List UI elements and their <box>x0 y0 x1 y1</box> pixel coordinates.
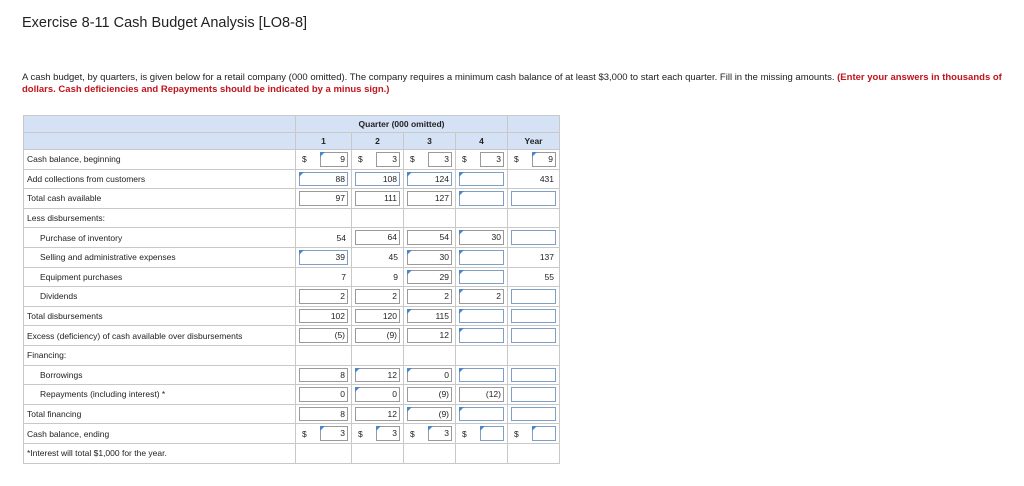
answer-input[interactable] <box>511 407 556 422</box>
cell-marker-icon <box>459 250 464 255</box>
cell-year <box>508 365 560 385</box>
row-label: Equipment purchases <box>24 267 296 287</box>
cell-q4 <box>456 326 508 346</box>
cell-marker-icon <box>459 172 464 177</box>
cell-year <box>508 385 560 405</box>
answer-input[interactable]: 0 <box>407 368 452 383</box>
cell-q1 <box>296 404 352 424</box>
answer-input[interactable] <box>511 309 556 324</box>
cell-year <box>508 443 560 463</box>
header-blank-year <box>508 116 560 133</box>
answer-input[interactable]: 9 <box>320 152 348 167</box>
cell-marker-icon <box>407 368 412 373</box>
answer-input[interactable]: 111 <box>355 191 400 206</box>
col-header-q4: 4 <box>456 133 508 150</box>
answer-input[interactable] <box>459 172 504 187</box>
answer-input[interactable] <box>459 250 504 265</box>
answer-input[interactable]: 12 <box>355 368 400 383</box>
answer-input[interactable] <box>511 387 556 402</box>
cell-year <box>508 189 560 209</box>
cell-q1 <box>296 189 352 209</box>
row-label: Borrowings <box>24 365 296 385</box>
value-text: 55 <box>544 271 554 282</box>
table-row <box>24 169 560 189</box>
cell-marker-icon <box>459 289 464 294</box>
answer-input[interactable]: 88 <box>299 172 348 187</box>
cell-year <box>508 208 560 228</box>
cell-year <box>508 150 560 170</box>
answer-input[interactable]: 3 <box>480 152 504 167</box>
answer-input[interactable]: 3 <box>320 426 348 441</box>
cell-q4 <box>456 443 508 463</box>
cell-q2 <box>352 150 404 170</box>
answer-input[interactable]: 29 <box>407 270 452 285</box>
answer-input[interactable]: 2 <box>459 289 504 304</box>
answer-input[interactable] <box>511 191 556 206</box>
cell-q2 <box>352 326 404 346</box>
cell-q3 <box>404 306 456 326</box>
value-text: 45 <box>388 252 398 263</box>
answer-input[interactable] <box>459 368 504 383</box>
cell-year <box>508 326 560 346</box>
page-title: Exercise 8-11 Cash Budget Analysis [LO8-8] <box>22 15 308 31</box>
cell-q1 <box>296 365 352 385</box>
answer-input[interactable]: 12 <box>355 407 400 422</box>
answer-input[interactable]: 124 <box>407 172 452 187</box>
cell-marker-icon <box>299 250 304 255</box>
answer-input[interactable]: (9) <box>355 328 400 343</box>
table-row <box>24 443 560 463</box>
cell-year <box>508 228 560 248</box>
answer-input[interactable]: 102 <box>299 309 348 324</box>
table-row <box>24 365 560 385</box>
cell-q4 <box>456 404 508 424</box>
cell-q3 <box>404 228 456 248</box>
cell-marker-icon <box>407 270 412 275</box>
cell-q4 <box>456 208 508 228</box>
cell-q2 <box>352 169 404 189</box>
answer-input[interactable]: (5) <box>299 328 348 343</box>
cell-marker-icon <box>376 426 381 431</box>
row-label: Repayments (including interest) * <box>24 385 296 405</box>
answer-input[interactable]: 127 <box>407 191 452 206</box>
table-row <box>24 287 560 307</box>
cell-q2 <box>352 345 404 365</box>
answer-input[interactable]: (12) <box>459 387 504 402</box>
answer-input[interactable]: 120 <box>355 309 400 324</box>
cell-year <box>508 247 560 267</box>
row-label: *Interest will total $1,000 for the year. <box>24 443 296 463</box>
cell-marker-icon <box>459 309 464 314</box>
answer-input[interactable]: 8 <box>299 368 348 383</box>
cell-marker-icon <box>355 368 360 373</box>
cell-q4 <box>456 150 508 170</box>
cell-q2 <box>352 404 404 424</box>
cell-q3 <box>404 169 456 189</box>
quarter-header: Quarter (000 omitted) <box>296 116 508 133</box>
cell-q1 <box>296 385 352 405</box>
cell-year <box>508 287 560 307</box>
cell-q2 <box>352 267 404 287</box>
cell-q4 <box>456 247 508 267</box>
cell-q2 <box>352 424 404 444</box>
cell-q3 <box>404 345 456 365</box>
col-header-q1: 1 <box>296 133 352 150</box>
cell-q1 <box>296 208 352 228</box>
cell-q2 <box>352 247 404 267</box>
cell-marker-icon <box>320 152 325 157</box>
answer-input[interactable]: 115 <box>407 309 452 324</box>
table-row <box>24 150 560 170</box>
answer-input[interactable] <box>459 407 504 422</box>
answer-input[interactable]: 54 <box>407 230 452 245</box>
answer-input[interactable]: 8 <box>299 407 348 422</box>
cell-marker-icon <box>459 270 464 275</box>
answer-input[interactable]: 108 <box>355 172 400 187</box>
cell-year <box>508 404 560 424</box>
cell-q4 <box>456 287 508 307</box>
cell-q2 <box>352 443 404 463</box>
answer-input[interactable]: (9) <box>407 387 452 402</box>
cell-q2 <box>352 287 404 307</box>
table-row <box>24 424 560 444</box>
cell-marker-icon <box>459 368 464 373</box>
cell-q4 <box>456 267 508 287</box>
answer-input[interactable]: 2 <box>407 289 452 304</box>
cell-q4 <box>456 385 508 405</box>
answer-input[interactable] <box>511 328 556 343</box>
value-text: 9 <box>393 271 398 282</box>
cell-q3 <box>404 404 456 424</box>
table-row <box>24 306 560 326</box>
cell-year <box>508 169 560 189</box>
cell-marker-icon <box>459 407 464 412</box>
table-row <box>24 345 560 365</box>
table-row <box>24 228 560 248</box>
answer-input[interactable]: 97 <box>299 191 348 206</box>
answer-input[interactable]: 9 <box>532 152 556 167</box>
cell-q1 <box>296 267 352 287</box>
cell-marker-icon <box>428 426 433 431</box>
cell-marker-icon <box>407 309 412 314</box>
cell-q1 <box>296 228 352 248</box>
answer-input[interactable]: 3 <box>428 426 452 441</box>
cell-q3 <box>404 247 456 267</box>
answer-input[interactable]: 2 <box>355 289 400 304</box>
cell-marker-icon <box>480 426 485 431</box>
col-header-q3: 3 <box>404 133 456 150</box>
cell-marker-icon <box>459 191 464 196</box>
dollar-sign: $ <box>514 154 519 165</box>
cell-marker-icon <box>407 250 412 255</box>
cell-q2 <box>352 306 404 326</box>
col-header-q2: 2 <box>352 133 404 150</box>
cell-q2 <box>352 365 404 385</box>
dollar-sign: $ <box>358 154 363 165</box>
answer-input[interactable]: 30 <box>459 230 504 245</box>
row-label: Purchase of inventory <box>24 228 296 248</box>
cash-budget-table <box>23 115 560 464</box>
row-label: Total cash available <box>24 189 296 209</box>
answer-input[interactable]: 0 <box>299 387 348 402</box>
table-row <box>24 326 560 346</box>
table-row <box>24 404 560 424</box>
header-blank <box>24 116 296 133</box>
cell-marker-icon <box>407 172 412 177</box>
dollar-sign: $ <box>410 428 415 439</box>
instructions-emphasis: (Enter your answers in thousands of dollars. Cash deficiencies and Repayments should be indicated by a minus sign.) <box>22 72 1002 95</box>
cell-year <box>508 424 560 444</box>
row-label: Excess (deficiency) of cash available over disbursements <box>24 326 296 346</box>
dollar-sign: $ <box>462 154 467 165</box>
answer-input[interactable]: 0 <box>355 387 400 402</box>
cell-q3 <box>404 443 456 463</box>
cell-marker-icon <box>459 230 464 235</box>
answer-input[interactable]: 30 <box>407 250 452 265</box>
cell-marker-icon <box>532 152 537 157</box>
cell-year <box>508 267 560 287</box>
answer-input[interactable] <box>459 309 504 324</box>
cell-q2 <box>352 208 404 228</box>
cell-q3 <box>404 150 456 170</box>
instructions <box>22 72 1017 96</box>
cell-q2 <box>352 385 404 405</box>
header-blank-2 <box>24 133 296 150</box>
value-text: 137 <box>539 252 554 263</box>
row-label: Cash balance, beginning <box>24 150 296 170</box>
cell-q3 <box>404 424 456 444</box>
cell-year <box>508 306 560 326</box>
answer-input[interactable] <box>459 270 504 285</box>
dollar-sign: $ <box>302 154 307 165</box>
cell-q1 <box>296 287 352 307</box>
answer-input[interactable] <box>459 328 504 343</box>
dollar-sign: $ <box>462 428 467 439</box>
answer-input[interactable]: 3 <box>376 426 400 441</box>
answer-input[interactable]: 39 <box>299 250 348 265</box>
cell-q3 <box>404 267 456 287</box>
table-row <box>24 189 560 209</box>
cell-marker-icon <box>532 426 537 431</box>
value-text: 431 <box>539 173 554 184</box>
dollar-sign: $ <box>302 428 307 439</box>
cell-q1 <box>296 247 352 267</box>
cell-q4 <box>456 365 508 385</box>
cell-q3 <box>404 326 456 346</box>
cell-q3 <box>404 208 456 228</box>
row-label: Financing: <box>24 345 296 365</box>
row-label: Add collections from customers <box>24 169 296 189</box>
cell-marker-icon <box>355 387 360 392</box>
cell-q1 <box>296 150 352 170</box>
answer-input[interactable] <box>511 289 556 304</box>
answer-input[interactable] <box>511 230 556 245</box>
cell-q3 <box>404 287 456 307</box>
cell-q1 <box>296 326 352 346</box>
cell-q1 <box>296 345 352 365</box>
cell-q2 <box>352 189 404 209</box>
dollar-sign: $ <box>358 428 363 439</box>
row-label: Total disbursements <box>24 306 296 326</box>
cell-q1 <box>296 443 352 463</box>
col-header-year: Year <box>508 133 560 150</box>
cell-q4 <box>456 306 508 326</box>
answer-input[interactable]: 3 <box>376 152 400 167</box>
cell-q3 <box>404 189 456 209</box>
cell-year <box>508 345 560 365</box>
cell-q1 <box>296 306 352 326</box>
answer-input[interactable]: 64 <box>355 230 400 245</box>
cell-marker-icon <box>407 407 412 412</box>
cell-marker-icon <box>459 328 464 333</box>
table-row <box>24 208 560 228</box>
answer-input[interactable]: 12 <box>407 328 452 343</box>
cell-q4 <box>456 228 508 248</box>
dollar-sign: $ <box>514 428 519 439</box>
dollar-sign: $ <box>410 154 415 165</box>
table-row <box>24 385 560 405</box>
value-text: 54 <box>336 232 346 243</box>
cell-marker-icon <box>299 172 304 177</box>
cell-q4 <box>456 424 508 444</box>
row-label: Less disbursements: <box>24 208 296 228</box>
row-label: Selling and administrative expenses <box>24 247 296 267</box>
instructions-text: A cash budget, by quarters, is given below for a retail company (000 omitted). The company requires a minimum cash balance of at least $3,000 to start each quarter. Fill in the missing amounts. <box>22 72 838 83</box>
answer-input[interactable]: 3 <box>428 152 452 167</box>
answer-input[interactable] <box>511 368 556 383</box>
cell-q4 <box>456 189 508 209</box>
cell-q3 <box>404 365 456 385</box>
table-row <box>24 247 560 267</box>
table-row <box>24 267 560 287</box>
cell-q4 <box>456 345 508 365</box>
answer-input[interactable] <box>459 191 504 206</box>
row-label: Dividends <box>24 287 296 307</box>
cell-q4 <box>456 169 508 189</box>
row-label: Total financing <box>24 404 296 424</box>
cell-q2 <box>352 228 404 248</box>
cell-q1 <box>296 424 352 444</box>
cell-q3 <box>404 385 456 405</box>
answer-input[interactable]: 2 <box>299 289 348 304</box>
cell-q1 <box>296 169 352 189</box>
answer-input[interactable]: (9) <box>407 407 452 422</box>
cell-marker-icon <box>320 426 325 431</box>
row-label: Cash balance, ending <box>24 424 296 444</box>
value-text: 7 <box>341 271 346 282</box>
